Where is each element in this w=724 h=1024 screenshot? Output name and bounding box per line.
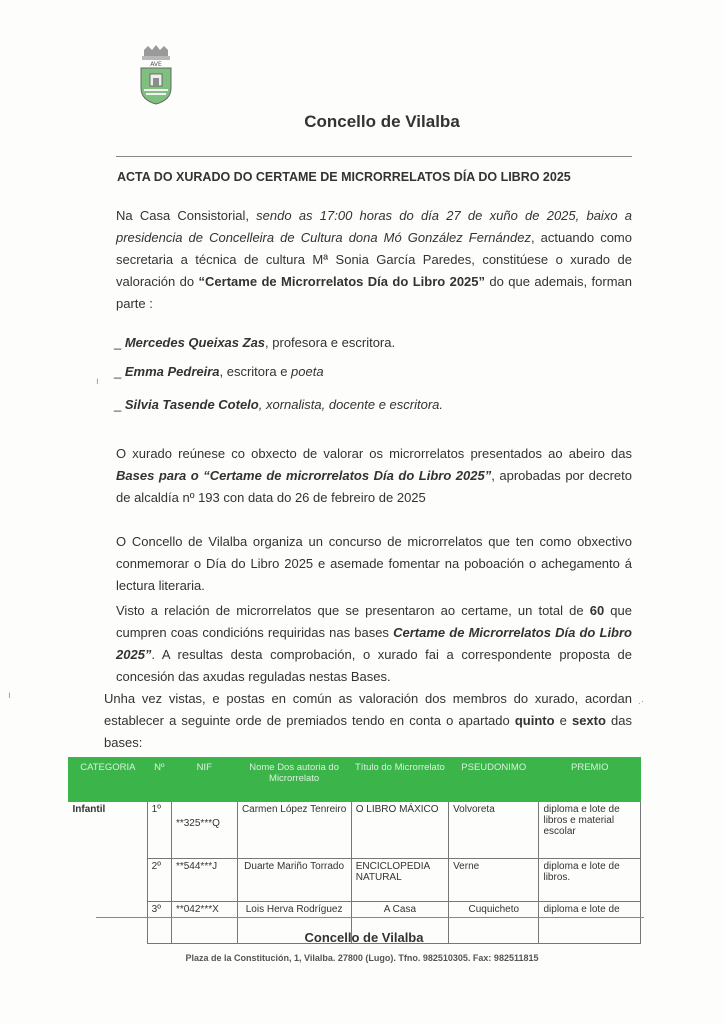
intro-italic-text: sendo as 17:00 horas do día 27 de xuño de 2025, baixo a presidencia de Concelleira de Cultura dona Mó González Fernández: [116, 208, 633, 245]
table-header-row: [69, 758, 641, 802]
scan-mark: ı: [96, 376, 99, 387]
intro-text: Na Casa Consistorial,: [116, 208, 257, 223]
row-pseudonym: Verne: [449, 859, 539, 902]
seen-text-3: . A resultas desta comprobación, o xurado fai a correspondente proposta de concesión das axudas reguladas nestas Bases.: [116, 647, 632, 684]
header-number: Nº: [147, 758, 171, 802]
jury-member: _ Silvia Tasende Cotelo, xornalista, docente e escritora.: [114, 397, 444, 412]
member-role-italic: poeta: [291, 364, 324, 379]
seen-text: Visto a relación de microrrelatos que se presentaron ao certame, un total de: [116, 603, 590, 618]
row-nif: **544***J: [171, 859, 237, 902]
header-prize: PREMIO: [539, 758, 641, 802]
header-title: Concello de Vilalba: [304, 112, 460, 131]
footer-divider: [96, 917, 644, 918]
row-category-empty: [69, 859, 148, 902]
row-number: 1º: [147, 802, 171, 859]
header-title: Título do Microrrelato: [351, 758, 448, 802]
entries-count: 60: [589, 603, 605, 618]
member-name: Emma Pedreira: [124, 364, 220, 379]
member-role: , escritora e: [219, 364, 292, 379]
member-role: , profesora e escritora.: [265, 335, 396, 350]
row-pseudonym: Cuquicheto: [449, 902, 539, 944]
table-row: [69, 802, 641, 859]
section-quinto: quinto: [514, 713, 555, 728]
intro-paragraph: [116, 205, 632, 315]
purpose-paragraph: [116, 443, 632, 509]
bases-name: Bases para o “Certame de microrrelatos Día do Libro 2025”: [116, 468, 492, 483]
row-prize: diploma e lote de libros.: [539, 859, 641, 902]
purpose-text: O xurado reúnese co obxecto de valorar os microrrelatos presentados ao abeiro das: [116, 446, 632, 461]
header-pseudonym: PSEUDONIMO: [449, 758, 539, 802]
act-title: ACTA DO XURADO DO CERTAME DE MICRORRELATOS DÍA DO LIBRO 2025: [117, 170, 571, 184]
row-prize: diploma e lote de: [539, 902, 641, 944]
header-category: CATEGORIA: [69, 758, 148, 802]
row-title: ENCICLOPEDIA NATURAL: [351, 859, 448, 902]
row-nif: **325***Q: [171, 802, 237, 859]
certame-bases-name: Certame de Microrrelatos Día do Libro 2025”: [116, 625, 632, 662]
row-category: Infantil: [69, 802, 148, 859]
row-pseudonym: Volvoreta: [449, 802, 539, 859]
row-author: Lois Herva Rodríguez: [237, 902, 351, 944]
header-nif: NIF: [171, 758, 237, 802]
row-nif: **042***X: [171, 902, 237, 944]
crest-motto: AVE: [150, 61, 162, 68]
member-name: Silvia Tasende Cotelo: [124, 397, 259, 412]
footer-title: Concello de Vilalba: [304, 930, 424, 945]
intro-text-3: do que ademais, forman parte :: [116, 274, 632, 311]
scan-mark: .·: [638, 696, 645, 707]
row-prize: diploma e lote de libros e material escolar: [539, 802, 641, 859]
row-number: 2º: [147, 859, 171, 902]
row-title: O LIBRO MÁXICO: [351, 802, 448, 859]
scan-mark: ı: [8, 690, 11, 701]
purpose-text-2: , aprobadas por decreto de alcaldía nº 193 con data do 26 de febreiro de 2025: [116, 468, 633, 505]
intro-text-2: , actuando como secretaria a técnica de cultura Mª Sonia García Paredes, constitúese o xurado de valoración do: [116, 230, 632, 289]
order-text-mid: e: [554, 713, 572, 728]
row-author: Duarte Mariño Torrado: [237, 859, 351, 902]
footer-address: Plaza de la Constitución, 1, Vilalba. 27800 (Lugo). Tfno. 982510305. Fax: 982511815: [185, 953, 539, 963]
seen-paragraph: [116, 600, 632, 688]
header-divider: [116, 156, 632, 157]
seen-text-2: que cumpren coas condicións requiridas nas bases: [116, 603, 632, 640]
order-text-2: das bases:: [104, 713, 632, 750]
section-sexto: sexto: [571, 713, 606, 728]
municipal-crest-icon: [136, 44, 176, 106]
header-author: Nome Dos autoria do Microrrelato: [237, 758, 351, 802]
jury-member: _ Emma Pedreira, escritora e poeta: [114, 364, 324, 379]
order-text: Unha vez vistas, e postas en común as valoración dos membros do xurado, acordan establecer a seguinte orde de premiados tendo en conta o apartado: [104, 691, 632, 728]
certame-name: “Certame de Microrrelatos Día do Libro 2025”: [198, 274, 486, 289]
order-paragraph: [104, 688, 632, 754]
member-role: , xornalista, docente e escritora.: [258, 397, 444, 412]
organize-paragraph: O Concello de Vilalba organiza un concurso de microrrelatos que ten como obxectivo conmemorar o Día do Libro 2025 e asemade fomentar na poboación o achegamento á lectura literaria.: [116, 534, 632, 593]
row-author: Carmen López Tenreiro: [237, 802, 351, 859]
table-row: [69, 859, 641, 902]
jury-member: _ Mercedes Queixas Zas, profesora e escritora.: [114, 335, 396, 350]
row-number: 3º: [147, 902, 171, 944]
member-name: Mercedes Queixas Zas: [124, 335, 266, 350]
awards-table: [68, 757, 641, 944]
row-title: A Casa: [351, 902, 448, 944]
